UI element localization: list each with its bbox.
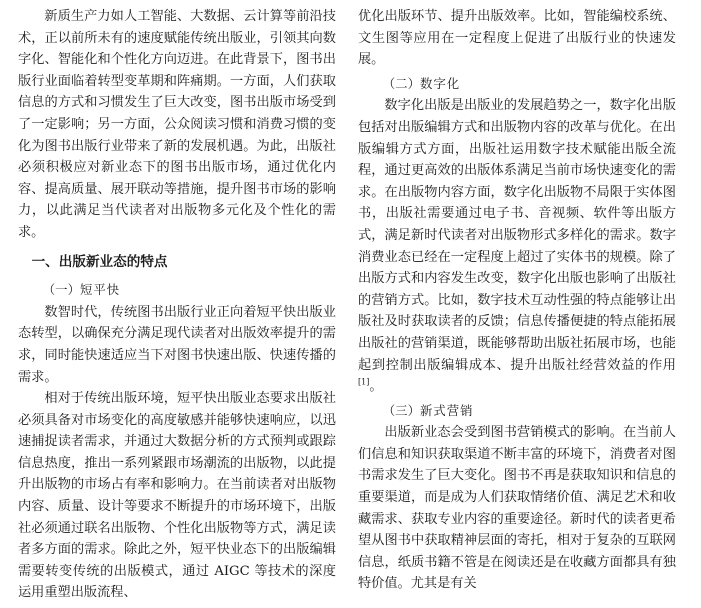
subsection-heading-digital	[358, 73, 676, 95]
paragraph: 出版新业态会受到图书营销模式的影响。在当前人们信息和知识获取渠道不断丰富的环境下，消费者对图书需求发生了巨大变化。图书不再是获取知识和信息的重要渠道，而是成为人们获取情绪价值、满足艺术和收藏需求、获取专业内容的重要途径。新时代的读者更希望从图书中获取精神层面的寄托，相对于复杂的互联网信息，纸质书籍不管是在阅读还是在收藏方面都具有独特价值。尤其是有关	[358, 425, 676, 592]
paragraph: 数智时代，传统图书出版行业正向着短平快出版业态转型，以确保充分满足现代读者对出版效率提升的需求，同时能快速适应当下对图书快速出版、快速传播的需求。	[18, 304, 336, 385]
paragraph: 相对于传统出版环境，短平快出版业态要求出版社必须具备对市场变化的高度敏感并能够快速响应，以迅速捕捉读者需求，并通过大数据分析的方式预判或跟踪信息热度，推出一系列紧跟市场潮流的出版物，以此提升出版物的市场占有率和影响力。在当前读者对出版物内容、质量、设计等要求不断提升的市场环境下，出版社必须通过联名出版物、个性化出版物等方式，满足读者多方面的需求。除此之外，短平快业态下的出版编辑需要转变传统的出版模式，通过 AIGC 等技术的深度运用重塑出版流程、	[18, 391, 336, 601]
subsection-title: 数字化	[419, 75, 461, 91]
subsection-heading-fast	[18, 279, 336, 301]
continued-paragraph: 优化出版环节、提升出版效率。比如，智能编校系统、文生图等应用在一定程度上促进了出版行业的快速发展。	[358, 9, 676, 68]
paragraph-end: 。	[369, 379, 383, 395]
paragraph-text: 数字化出版是出版业的发展趋势之一，数字化出版包括对出版编辑方式和出版物内容的改革与优化。在出版编辑方式方面，出版社运用数字技术赋能出版全流程，通过更高效的出版体系满足当前市场快速变化的需求。在出版物内容方面，数字化出版物不局限于实体图书，出版社需要通过电子书、音视频、软件等出版方式，满足新时代读者对出版物形式多样化的需求。数字消费业态已经在一定程度上超过了实体书的规模。除了出版方式和内容发生改变，数字化出版也影响了出版社的营销方式。比如，数字技术互动性强的特点能够让出版社及时获取读者的反馈；信息传播便捷的特点能拓展出版社的营销渠道，既能够帮助出版社拓展市场，也能起到控制出版编辑成本、提升出版社经营效益的作用	[358, 98, 676, 373]
subsection-title: 新式营销	[419, 402, 474, 418]
subsection-number: （二）	[382, 75, 420, 91]
subsection-number: （三）	[382, 402, 420, 418]
citation-ref: [1]	[358, 377, 370, 387]
section-heading-features: 一、出版新业态的特点	[31, 253, 168, 270]
left-column	[18, 6, 336, 604]
subsection-title: 短平快	[79, 282, 121, 298]
intro-paragraph: 新质生产力如人工智能、大数据、云计算等前沿技术，正以前所未有的速度赋能传统出版业，引领其向数字化、智能化和个性化方向迈进。在此背景下，图书出版行业面临着转型变革期和阵痛期。一方面，人们获取信息的方式和习惯发生了巨大改变，图书出版市场受到了一定影响；另一方面，公众阅读习惯和消费习惯的变化为图书出版行业带来了新的发展机遇。为此，出版社必须积极应对新业态下的图书出版市场，通过优化内容、提高质量、展开联动等措施，提升图书市场的影响力，以此满足当代读者对出版物多元化及个性化的需求。	[18, 9, 336, 240]
subsection-heading-marketing	[358, 400, 676, 422]
paragraph	[358, 95, 676, 397]
subsection-number: （一）	[42, 282, 80, 298]
right-column	[358, 6, 676, 595]
